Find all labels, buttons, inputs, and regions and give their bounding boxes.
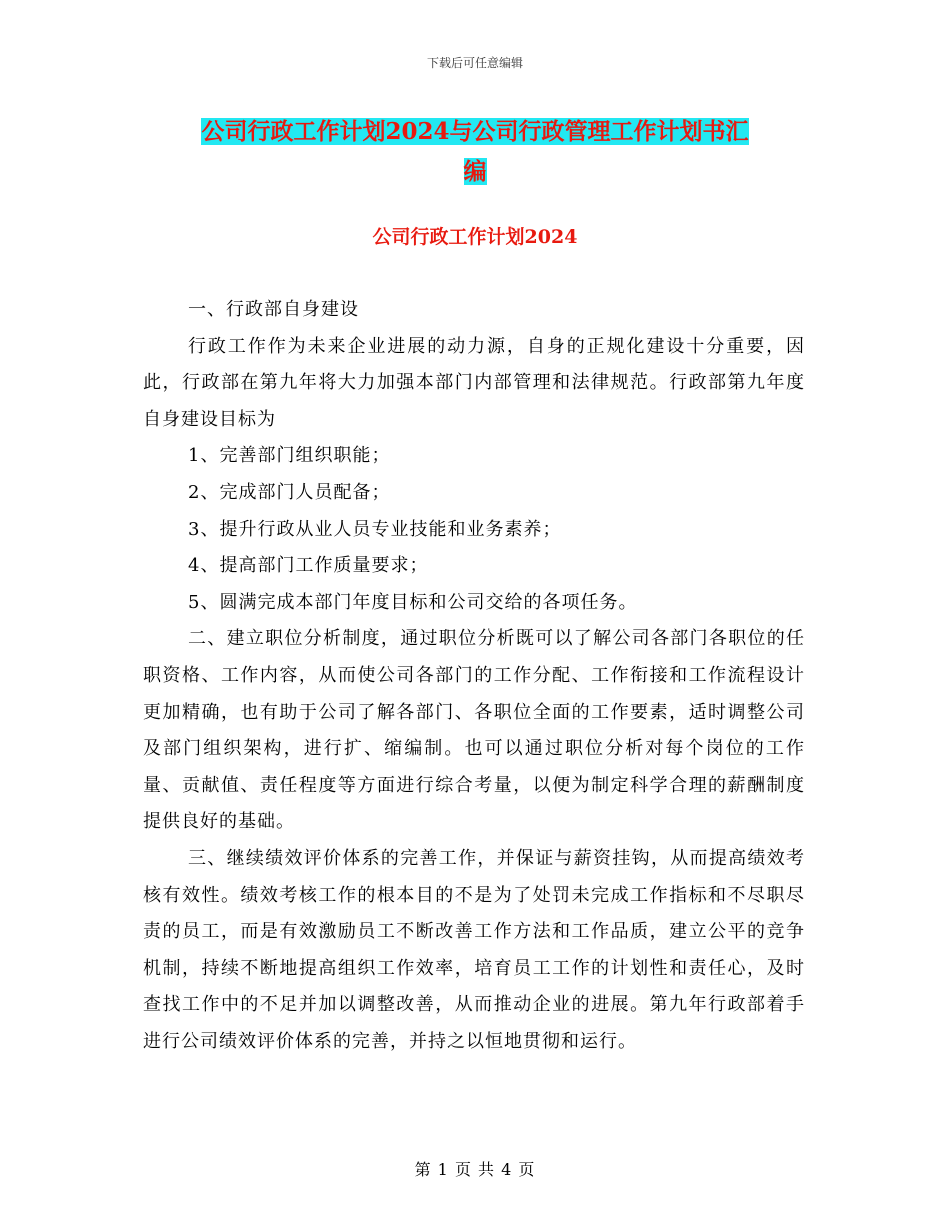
header-note: 下载后可任意编辑	[426, 56, 523, 70]
list-item: 1、完善部门组织职能；	[188, 445, 391, 467]
list-item: 4、提高部门工作质量要求；	[188, 555, 429, 577]
body-text	[143, 292, 805, 1060]
paragraph: 三、继续绩效评价体系的完善工作，并保证与薪资挂钩，从而提高绩效考核有效性。绩效考核工作的根本目的不是为了处罚未完成工作指标和不尽职尽责的员工，而是有效激励员工不断改善工作方法和工作品质，建立公平的竞争机制，持续不断地提高组织工作效率，培育员工工作的计划性和责任心，及时查找工作中的不足并加以调整改善，从而推动企业的进展。第九年行政部着手进行公司绩效评价体系的完善，并持之以恒地贯彻和运行。	[143, 847, 805, 1052]
title-line-2: 编	[463, 158, 487, 185]
title-line-1: 公司行政工作计划2024与公司行政管理工作计划书汇	[201, 118, 749, 145]
paragraph: 二、建立职位分析制度，通过职位分析既可以了解公司各部门各职位的任职资格、工作内容，从而使公司各部门的工作分配、工作衔接和工作流程设计更加精确，也有助于公司了解各部门、各职位全面的工作要素，适时调整公司及部门组织架构，进行扩、缩编制。也可以通过职位分析对每个岗位的工作量、贡献值、责任程度等方面进行综合考量，以便为制定科学合理的薪酬制度提供良好的基础。	[143, 628, 805, 833]
section-title: 公司行政工作计划2024	[372, 226, 578, 248]
paragraph: 一、行政部自身建设	[188, 299, 359, 320]
list-item: 3、提升行政从业人员专业技能和业务素养；	[188, 518, 562, 540]
paragraph: 行政工作作为未来企业进展的动力源，自身的正规化建设十分重要，因此，行政部在第九年将大力加强本部门内部管理和法律规范。行政部第九年度自身建设目标为	[143, 335, 805, 430]
document-title	[140, 112, 810, 192]
page-number: 第 1 页 共 4 页	[414, 1160, 536, 1179]
list-item: 2、完成部门人员配备；	[188, 481, 391, 503]
list-item: 5、圆满完成本部门年度目标和公司交给的各项任务。	[188, 591, 638, 613]
